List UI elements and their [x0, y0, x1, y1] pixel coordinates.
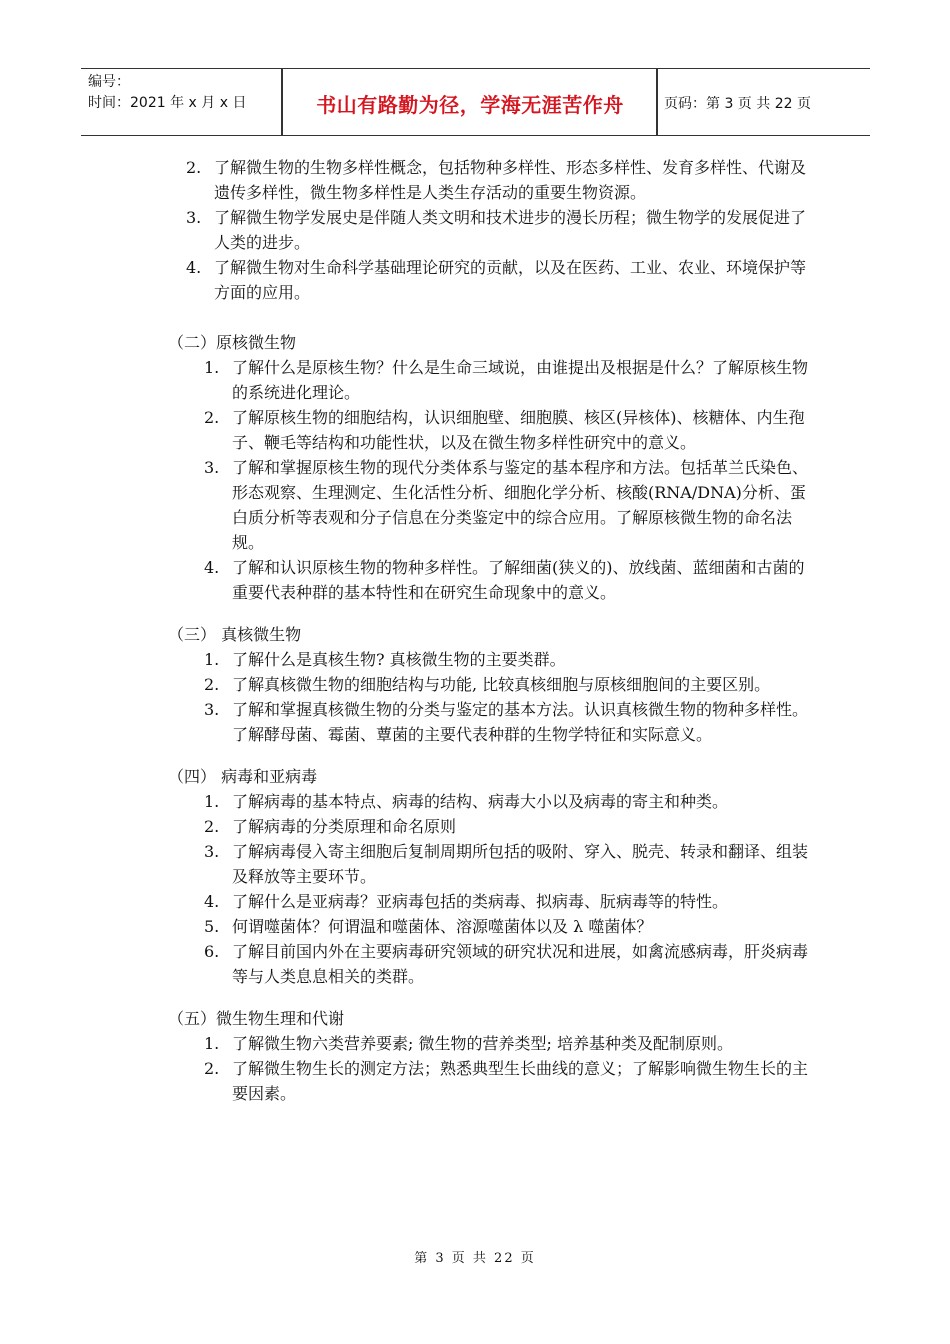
- list-item: [160, 405, 810, 455]
- item-number: 1.: [204, 650, 220, 669]
- item-text: 了解什么是真核生物? 真核微生物的主要类群。: [232, 650, 566, 669]
- item-text: 何谓噬菌体？何谓温和噬菌体、溶源噬菌体以及 λ 噬菌体？: [232, 917, 653, 936]
- list-item: [160, 914, 810, 939]
- page-header: [81, 68, 870, 136]
- item-number: 3.: [204, 458, 220, 477]
- list-item: [160, 939, 810, 989]
- item-text: 了解病毒的分类原理和命名原则: [232, 817, 457, 836]
- section-heading: （二）原核微生物: [168, 333, 297, 352]
- item-number: 2.: [186, 158, 202, 177]
- header-page-info: 页码：第 3 页 共 22 页: [664, 96, 811, 112]
- item-number: 5.: [204, 917, 220, 936]
- list-item: [160, 155, 810, 205]
- list-item: [160, 889, 810, 914]
- item-text: 了解微生物的生物多样性概念，包括物种多样性、形态多样性、发育多样性、代谢及遗传多样性，微生物多样性是人类生存活动的重要生物资源。: [214, 158, 807, 202]
- list-item: [160, 455, 810, 555]
- section-heading: （三） 真核微生物: [168, 625, 302, 644]
- list-item: [160, 205, 810, 255]
- item-number: 4.: [204, 558, 220, 577]
- item-text: 了解和掌握原核生物的现代分类体系与鉴定的基本程序和方法。包括革兰氏染色、形态观察、生理测定、生化活性分析、细胞化学分析、核酸(RNA/DNA)分析、蛋白质分析等表观和分子信息在分类鉴定中的综合应用。了解原核微生物的命名法规。: [232, 458, 809, 552]
- item-text: 了解微生物六类营养要素; 微生物的营养类型; 培养基种类及配制原则。: [232, 1034, 733, 1053]
- item-number: 2.: [204, 408, 220, 427]
- item-text: 了解微生物对生命科学基础理论研究的贡献，以及在医药、工业、农业、环境保护等方面的应用。: [214, 258, 807, 302]
- document-body: [160, 155, 810, 1106]
- list-item: [160, 789, 810, 814]
- header-divider: [656, 69, 658, 135]
- item-number: 3.: [204, 842, 220, 861]
- item-text: 了解微生物生长的测定方法；熟悉典型生长曲线的意义；了解影响微生物生长的主要因素。: [232, 1059, 809, 1103]
- page-footer: 第 3 页 共 22 页: [414, 1251, 536, 1266]
- intro-list: [160, 155, 810, 305]
- list-item: [160, 1056, 810, 1106]
- item-number: 6.: [204, 942, 220, 961]
- list-item: [160, 814, 810, 839]
- list-item: [160, 697, 810, 747]
- item-text: 了解和认识原核生物的物种多样性。了解细菌(狭义的)、放线菌、蓝细菌和古菌的重要代表种群的基本特性和在研究生命现象中的意义。: [232, 558, 805, 602]
- item-text: 了解和掌握真核微生物的分类与鉴定的基本方法。认识真核微生物的物种多样性。了解酵母菌、霉菌、蕈菌的主要代表种群的生物学特征和实际意义。: [232, 700, 809, 744]
- list-item: [160, 1031, 810, 1056]
- item-number: 1.: [204, 792, 220, 811]
- item-number: 2.: [204, 817, 220, 836]
- list-item: [160, 255, 810, 305]
- item-number: 2.: [204, 675, 220, 694]
- item-text: 了解什么是原核生物？什么是生命三域说，由谁提出及根据是什么？了解原核生物的系统进化理论。: [232, 358, 809, 402]
- item-number: 1.: [204, 358, 220, 377]
- section-heading: （四） 病毒和亚病毒: [168, 767, 318, 786]
- item-number: 3.: [204, 700, 220, 719]
- item-text: 了解什么是亚病毒？亚病毒包括的类病毒、拟病毒、朊病毒等的特性。: [232, 892, 729, 911]
- item-number: 3.: [186, 208, 202, 227]
- item-text: 了解病毒的基本特点、病毒的结构、病毒大小以及病毒的寄主和种类。: [232, 792, 729, 811]
- header-motto: 书山有路勤为径，学海无涯苦作舟: [316, 92, 624, 117]
- list-item: [160, 647, 810, 672]
- item-text: 了解微生物学发展史是伴随人类文明和技术进步的漫长历程；微生物学的发展促进了人类的进步。: [214, 208, 807, 252]
- document-date: 时间：2021 年 x 月 x 日: [88, 95, 247, 111]
- list-item: [160, 672, 810, 697]
- header-divider: [281, 69, 283, 135]
- document-number-label: 编号：: [88, 74, 130, 90]
- item-text: 了解真核微生物的细胞结构与功能, 比较真核细胞与原核细胞间的主要区别。: [232, 675, 771, 694]
- item-number: 4.: [204, 892, 220, 911]
- header-meta: [88, 72, 278, 114]
- list-item: [160, 355, 810, 405]
- item-number: 2.: [204, 1059, 220, 1078]
- item-number: 1.: [204, 1034, 220, 1053]
- list-item: [160, 555, 810, 605]
- item-text: 了解原核生物的细胞结构，认识细胞壁、细胞膜、核区(异核体)、核糖体、内生孢子、鞭毛等结构和功能性状，以及在微生物多样性研究中的意义。: [232, 408, 805, 452]
- list-item: [160, 839, 810, 889]
- item-text: 了解病毒侵入寄主细胞后复制周期所包括的吸附、穿入、脱壳、转录和翻译、组装及释放等主要环节。: [232, 842, 809, 886]
- item-text: 了解目前国内外在主要病毒研究领域的研究状况和进展，如禽流感病毒，肝炎病毒等与人类息息相关的类群。: [232, 942, 809, 986]
- item-number: 4.: [186, 258, 202, 277]
- section-heading: （五）微生物生理和代谢: [168, 1009, 345, 1028]
